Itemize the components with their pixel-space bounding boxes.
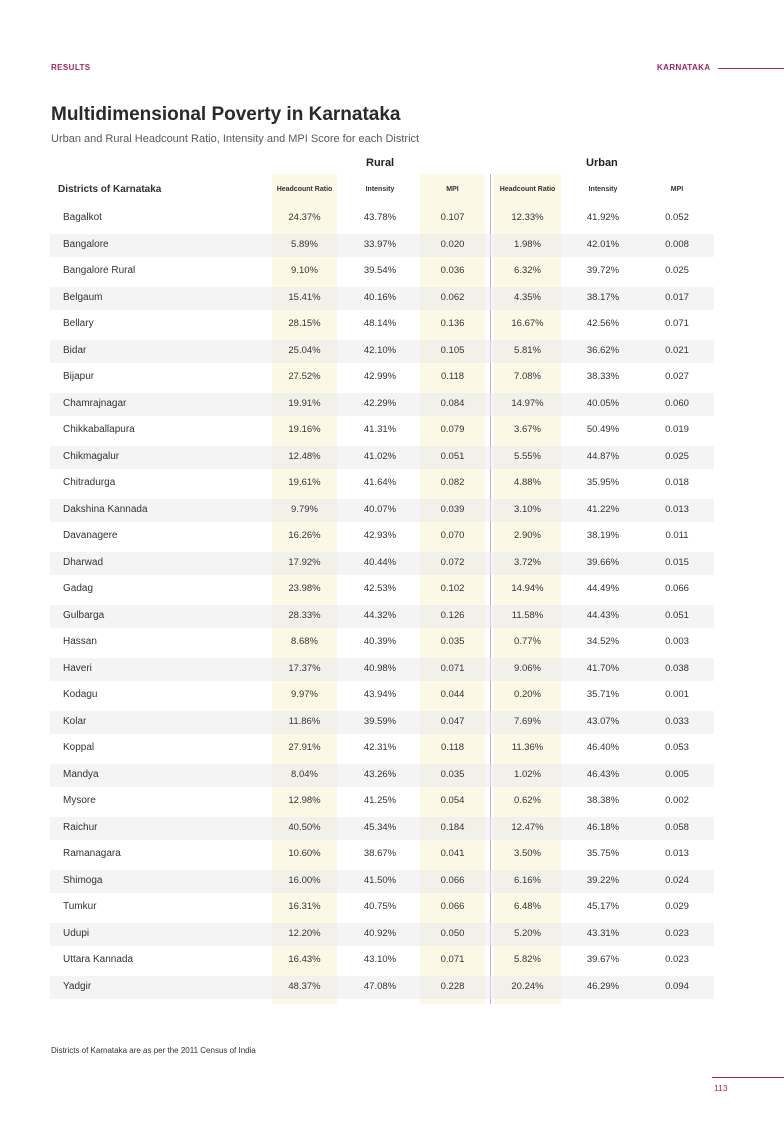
- rural-mpi-cell: 0.044: [440, 689, 465, 700]
- district-name-cell: Davanagere: [63, 530, 118, 541]
- urban-intensity-cell: 39.67%: [586, 954, 620, 965]
- table-row: [50, 391, 714, 418]
- rural-headcount-cell: 40.50%: [288, 821, 321, 833]
- rural-mpi-cell: 0.072: [440, 556, 465, 568]
- rural-intensity-cell: 40.07%: [363, 503, 397, 515]
- urban-mpi-cell: 0.029: [665, 901, 689, 912]
- urban-headcount-cell: 3.10%: [514, 503, 541, 515]
- district-name-cell: Mysore: [63, 795, 96, 806]
- district-name-cell: Kolar: [63, 715, 87, 727]
- district-name-cell: Chikmagalur: [63, 450, 120, 462]
- district-table: [50, 205, 714, 1000]
- table-row: [50, 417, 714, 444]
- urban-headcount-cell: 9.06%: [514, 662, 541, 674]
- district-name-cell: Dharwad: [63, 556, 104, 568]
- rural-intensity-cell: 39.59%: [363, 715, 397, 727]
- urban-intensity-cell: 46.18%: [586, 821, 620, 833]
- urban-mpi-cell: 0.011: [665, 530, 689, 541]
- rural-headcount-cell: 19.16%: [288, 424, 321, 435]
- rural-mpi-cell: 0.036: [440, 265, 465, 276]
- rural-headcount-cell: 9.10%: [291, 265, 318, 276]
- urban-headcount-cell: 0.62%: [514, 795, 541, 806]
- rural-headcount-cell: 23.98%: [288, 583, 321, 594]
- urban-headcount-cell: 5.55%: [514, 450, 541, 462]
- rural-intensity-cell: 40.44%: [363, 556, 397, 568]
- rural-intensity-cell: 40.75%: [363, 901, 397, 912]
- urban-headcount-header: Headcount Ratio: [499, 185, 556, 193]
- rural-intensity-cell: 43.10%: [363, 954, 397, 965]
- rural-intensity-header: Intensity: [365, 185, 395, 193]
- urban-headcount-cell: 11.58%: [511, 609, 544, 621]
- rural-headcount-cell: 19.61%: [288, 477, 321, 488]
- rural-headcount-cell: 12.98%: [288, 795, 321, 806]
- urban-group-label: Urban: [586, 157, 618, 169]
- district-name-cell: Gadag: [63, 583, 94, 594]
- urban-intensity-cell: 44.43%: [586, 609, 620, 621]
- urban-intensity-cell: 38.19%: [586, 530, 620, 541]
- urban-intensity-cell: 46.29%: [586, 980, 620, 992]
- table-row: [50, 603, 714, 630]
- rural-intensity-cell: 43.78%: [363, 212, 397, 223]
- urban-headcount-cell: 7.69%: [514, 715, 541, 727]
- urban-intensity-cell: 41.22%: [586, 503, 620, 515]
- rural-mpi-cell: 0.084: [440, 397, 465, 409]
- rural-intensity-cell: 41.64%: [363, 477, 397, 488]
- urban-mpi-cell: 0.005: [665, 768, 689, 780]
- urban-mpi-cell: 0.066: [665, 583, 689, 594]
- urban-mpi-cell: 0.060: [665, 397, 689, 409]
- rural-headcount-cell: 48.37%: [288, 980, 321, 992]
- rural-intensity-cell: 41.50%: [363, 874, 397, 886]
- rural-intensity-cell: 41.25%: [363, 795, 397, 806]
- rural-mpi-cell: 0.126: [440, 609, 465, 621]
- rural-headcount-cell: 19.91%: [288, 397, 321, 409]
- district-name-cell: Bagalkot: [63, 212, 102, 223]
- rural-intensity-cell: 42.93%: [363, 530, 397, 541]
- urban-mpi-cell: 0.002: [665, 795, 689, 806]
- table-row: [50, 709, 714, 736]
- urban-mpi-cell: 0.019: [665, 424, 689, 435]
- urban-headcount-cell: 7.08%: [514, 371, 541, 382]
- section-label: RESULTS: [51, 63, 91, 72]
- urban-mpi-cell: 0.071: [665, 318, 689, 329]
- rural-mpi-cell: 0.102: [440, 583, 465, 594]
- district-name-cell: Dakshina Kannada: [63, 503, 148, 515]
- table-row: [50, 258, 714, 285]
- urban-mpi-cell: 0.013: [665, 503, 689, 515]
- table-row: [50, 550, 714, 577]
- district-name-cell: Tumkur: [63, 901, 97, 912]
- table-row: [50, 788, 714, 815]
- rural-intensity-cell: 48.14%: [363, 318, 397, 329]
- table-row: [50, 682, 714, 709]
- rural-mpi-cell: 0.035: [440, 636, 465, 647]
- rural-headcount-cell: 9.97%: [291, 689, 318, 700]
- urban-mpi-cell: 0.025: [665, 265, 689, 276]
- urban-headcount-cell: 12.47%: [511, 821, 544, 833]
- urban-mpi-cell: 0.021: [665, 344, 689, 356]
- urban-headcount-cell: 2.90%: [514, 530, 541, 541]
- rural-headcount-cell: 5.89%: [291, 238, 318, 250]
- urban-mpi-cell: 0.033: [665, 715, 689, 727]
- rural-mpi-cell: 0.079: [440, 424, 465, 435]
- urban-headcount-cell: 6.16%: [514, 874, 541, 886]
- district-name-cell: Chitradurga: [63, 477, 116, 488]
- page-title: Multidimensional Poverty in Karnataka: [51, 104, 401, 125]
- table-row: [50, 735, 714, 762]
- rural-mpi-cell: 0.050: [440, 927, 465, 939]
- urban-mpi-cell: 0.038: [665, 662, 689, 674]
- table-row: [50, 815, 714, 842]
- urban-headcount-cell: 5.20%: [514, 927, 541, 939]
- urban-mpi-cell: 0.023: [665, 954, 689, 965]
- table-row: [50, 470, 714, 497]
- rural-mpi-cell: 0.062: [440, 291, 465, 303]
- urban-mpi-cell: 0.024: [665, 874, 689, 886]
- urban-mpi-cell: 0.025: [665, 450, 689, 462]
- urban-mpi-cell: 0.015: [665, 556, 689, 568]
- rural-mpi-cell: 0.082: [440, 477, 465, 488]
- urban-headcount-cell: 1.02%: [514, 768, 541, 780]
- district-name-cell: Uttara Kannada: [63, 954, 134, 965]
- urban-intensity-cell: 43.07%: [586, 715, 620, 727]
- rural-headcount-cell: 8.68%: [291, 636, 318, 647]
- urban-mpi-cell: 0.008: [665, 238, 689, 250]
- table-row: [50, 311, 714, 338]
- urban-mpi-cell: 0.027: [665, 371, 689, 382]
- rural-mpi-cell: 0.184: [440, 821, 465, 833]
- district-name-cell: Haveri: [63, 662, 92, 674]
- rural-intensity-cell: 41.31%: [363, 424, 397, 435]
- rural-intensity-cell: 40.16%: [363, 291, 397, 303]
- urban-intensity-cell: 39.72%: [586, 265, 620, 276]
- district-name-cell: Belgaum: [63, 291, 103, 303]
- rural-headcount-cell: 10.60%: [288, 848, 321, 859]
- urban-headcount-cell: 16.67%: [511, 318, 544, 329]
- rural-headcount-cell: 9.79%: [291, 503, 318, 515]
- rural-intensity-cell: 40.39%: [363, 636, 397, 647]
- urban-headcount-cell: 20.24%: [511, 980, 544, 992]
- rural-headcount-cell: 16.31%: [288, 901, 321, 912]
- rural-headcount-cell: 12.48%: [288, 450, 321, 462]
- table-row: [50, 841, 714, 868]
- region-label: KARNATAKA: [657, 63, 711, 72]
- district-name-cell: Chamrajnagar: [63, 397, 127, 409]
- urban-intensity-cell: 50.49%: [586, 424, 620, 435]
- page-number-rule: [712, 1077, 784, 1078]
- rural-intensity-cell: 42.29%: [363, 397, 397, 409]
- urban-mpi-header: MPI: [670, 185, 684, 193]
- table-row: [50, 947, 714, 974]
- urban-headcount-cell: 5.81%: [514, 344, 541, 356]
- rural-mpi-cell: 0.105: [440, 344, 465, 356]
- table-row: [50, 523, 714, 550]
- rural-intensity-cell: 42.10%: [363, 344, 397, 356]
- table-row: [50, 921, 714, 948]
- urban-intensity-cell: 40.05%: [586, 397, 620, 409]
- district-name-cell: Bidar: [63, 344, 87, 356]
- rural-headcount-cell: 17.92%: [288, 556, 321, 568]
- urban-headcount-cell: 6.32%: [514, 265, 541, 276]
- district-name-cell: Bijapur: [63, 371, 95, 382]
- rural-mpi-cell: 0.020: [440, 238, 465, 250]
- district-name-cell: Bangalore Rural: [63, 265, 136, 276]
- table-row: [50, 894, 714, 921]
- rural-intensity-cell: 38.67%: [363, 848, 397, 859]
- rural-intensity-cell: 42.99%: [363, 371, 397, 382]
- district-name-cell: Koppal: [63, 742, 95, 753]
- rural-mpi-cell: 0.051: [440, 450, 465, 462]
- rural-headcount-cell: 17.37%: [288, 662, 321, 674]
- urban-headcount-cell: 12.33%: [511, 212, 544, 223]
- district-name-cell: Yadgir: [63, 980, 92, 992]
- urban-headcount-cell: 1.98%: [514, 238, 541, 250]
- rural-headcount-cell: 28.15%: [288, 318, 321, 329]
- district-name-cell: Ramanagara: [63, 848, 121, 859]
- rural-headcount-cell: 16.00%: [288, 874, 321, 886]
- urban-headcount-cell: 3.67%: [514, 424, 541, 435]
- district-name-cell: Gulbarga: [63, 609, 105, 621]
- urban-intensity-cell: 46.43%: [586, 768, 620, 780]
- table-row: [50, 205, 714, 232]
- urban-intensity-cell: 38.33%: [586, 371, 620, 382]
- district-name-cell: Shimoga: [63, 874, 103, 886]
- rural-headcount-cell: 11.86%: [288, 715, 321, 727]
- rural-headcount-cell: 27.91%: [288, 742, 321, 753]
- urban-headcount-cell: 0.20%: [514, 689, 541, 700]
- rural-headcount-cell: 16.43%: [288, 954, 321, 965]
- urban-headcount-cell: 3.50%: [514, 848, 541, 859]
- urban-headcount-cell: 4.88%: [514, 477, 541, 488]
- urban-headcount-cell: 0.77%: [514, 636, 541, 647]
- urban-intensity-cell: 41.70%: [586, 662, 620, 674]
- rural-headcount-cell: 12.20%: [288, 927, 321, 939]
- urban-intensity-cell: 43.31%: [586, 927, 620, 939]
- rural-mpi-cell: 0.054: [440, 795, 465, 806]
- table-row: [50, 868, 714, 895]
- urban-headcount-cell: 11.36%: [511, 742, 544, 753]
- urban-headcount-cell: 3.72%: [514, 556, 541, 568]
- rural-mpi-cell: 0.228: [440, 980, 465, 992]
- urban-intensity-cell: 44.49%: [586, 583, 620, 594]
- table-row: [50, 576, 714, 603]
- district-name-cell: Mandya: [63, 768, 99, 780]
- page-number: 113: [714, 1083, 728, 1093]
- rural-mpi-cell: 0.071: [440, 662, 465, 674]
- urban-mpi-cell: 0.023: [665, 927, 689, 939]
- district-name-cell: Hassan: [63, 636, 97, 647]
- rural-headcount-cell: 27.52%: [288, 371, 321, 382]
- rural-intensity-cell: 42.53%: [363, 583, 397, 594]
- table-row: [50, 762, 714, 789]
- rural-mpi-cell: 0.039: [440, 503, 465, 515]
- urban-mpi-cell: 0.003: [665, 636, 689, 647]
- urban-intensity-cell: 39.22%: [586, 874, 620, 886]
- urban-intensity-cell: 36.62%: [586, 344, 620, 356]
- urban-intensity-cell: 44.87%: [586, 450, 620, 462]
- rural-headcount-cell: 15.41%: [288, 291, 321, 303]
- rural-intensity-cell: 44.32%: [363, 609, 397, 621]
- table-row: [50, 285, 714, 312]
- rural-intensity-cell: 47.08%: [363, 980, 397, 992]
- urban-intensity-cell: 46.40%: [586, 742, 620, 753]
- rural-mpi-cell: 0.066: [440, 901, 465, 912]
- district-name-cell: Bangalore: [63, 238, 109, 250]
- rural-intensity-cell: 42.31%: [363, 742, 397, 753]
- urban-mpi-cell: 0.017: [665, 291, 689, 303]
- table-row: [50, 974, 714, 1001]
- table-row: [50, 338, 714, 365]
- urban-headcount-cell: 5.82%: [514, 954, 541, 965]
- rural-mpi-header: MPI: [446, 185, 459, 193]
- rural-intensity-cell: 41.02%: [363, 450, 397, 462]
- district-name-cell: Udupi: [63, 927, 90, 939]
- rural-mpi-cell: 0.066: [440, 874, 465, 886]
- urban-intensity-cell: 41.92%: [586, 212, 620, 223]
- rural-intensity-cell: 40.92%: [363, 927, 397, 939]
- rural-mpi-cell: 0.035: [440, 768, 465, 780]
- urban-mpi-cell: 0.052: [665, 212, 689, 223]
- rural-mpi-cell: 0.118: [440, 742, 465, 753]
- rural-mpi-cell: 0.136: [440, 318, 465, 329]
- urban-mpi-cell: 0.001: [665, 689, 689, 700]
- urban-headcount-cell: 6.48%: [514, 901, 541, 912]
- urban-intensity-cell: 42.01%: [586, 238, 620, 250]
- rural-intensity-cell: 40.98%: [363, 662, 397, 674]
- header-rule: [718, 68, 784, 69]
- table-row: [50, 444, 714, 471]
- rural-group-label: Rural: [366, 157, 395, 169]
- rural-intensity-cell: 43.94%: [363, 689, 397, 700]
- footnote: Districts of Karnataka are as per the 2011 Census of India: [51, 1046, 256, 1055]
- district-name-cell: Raichur: [63, 821, 98, 833]
- district-name-cell: Kodagu: [63, 689, 98, 700]
- urban-mpi-cell: 0.094: [665, 980, 689, 992]
- urban-intensity-cell: 35.95%: [586, 477, 620, 488]
- urban-intensity-cell: 34.52%: [586, 636, 620, 647]
- urban-mpi-cell: 0.053: [665, 742, 689, 753]
- table-row: [50, 656, 714, 683]
- urban-headcount-cell: 14.97%: [511, 397, 544, 409]
- urban-mpi-cell: 0.013: [665, 848, 689, 859]
- urban-intensity-cell: 39.66%: [586, 556, 620, 568]
- page-subtitle: Urban and Rural Headcount Ratio, Intensity and MPI Score for each District: [51, 133, 420, 145]
- rural-intensity-cell: 33.97%: [363, 238, 397, 250]
- urban-headcount-cell: 14.94%: [511, 583, 544, 594]
- rural-mpi-cell: 0.107: [440, 212, 465, 223]
- urban-mpi-cell: 0.051: [665, 609, 689, 621]
- urban-intensity-cell: 38.17%: [586, 291, 620, 303]
- table-row: [50, 364, 714, 391]
- district-name-cell: Chikkaballapura: [63, 424, 135, 435]
- rural-headcount-cell: 28.33%: [288, 609, 321, 621]
- urban-mpi-cell: 0.018: [665, 477, 689, 488]
- table-row: [50, 497, 714, 524]
- rural-headcount-cell: 8.04%: [291, 768, 318, 780]
- rural-intensity-cell: 45.34%: [363, 821, 397, 833]
- rural-intensity-cell: 39.54%: [363, 265, 397, 276]
- rural-headcount-cell: 24.37%: [288, 212, 321, 223]
- urban-intensity-cell: 42.56%: [586, 318, 620, 329]
- table-row: [50, 629, 714, 656]
- table-row: [50, 232, 714, 259]
- rural-mpi-cell: 0.118: [440, 371, 465, 382]
- rural-mpi-cell: 0.047: [440, 715, 465, 727]
- urban-headcount-cell: 4.35%: [514, 291, 541, 303]
- rural-headcount-cell: 16.26%: [288, 530, 321, 541]
- rural-headcount-header: Headcount Ratio: [276, 185, 333, 193]
- urban-intensity-header: Intensity: [588, 185, 618, 193]
- urban-intensity-cell: 35.71%: [586, 689, 620, 700]
- rural-mpi-cell: 0.071: [440, 954, 465, 965]
- rural-intensity-cell: 43.26%: [363, 768, 397, 780]
- rural-mpi-cell: 0.070: [440, 530, 465, 541]
- rural-headcount-cell: 25.04%: [288, 344, 321, 356]
- urban-intensity-cell: 45.17%: [586, 901, 620, 912]
- rural-mpi-cell: 0.041: [440, 848, 465, 859]
- urban-intensity-cell: 35.75%: [586, 848, 620, 859]
- urban-mpi-cell: 0.058: [665, 821, 689, 833]
- urban-intensity-cell: 38.38%: [586, 795, 620, 806]
- district-column-header: Districts of Karnataka: [58, 183, 162, 195]
- district-name-cell: Bellary: [63, 318, 94, 329]
